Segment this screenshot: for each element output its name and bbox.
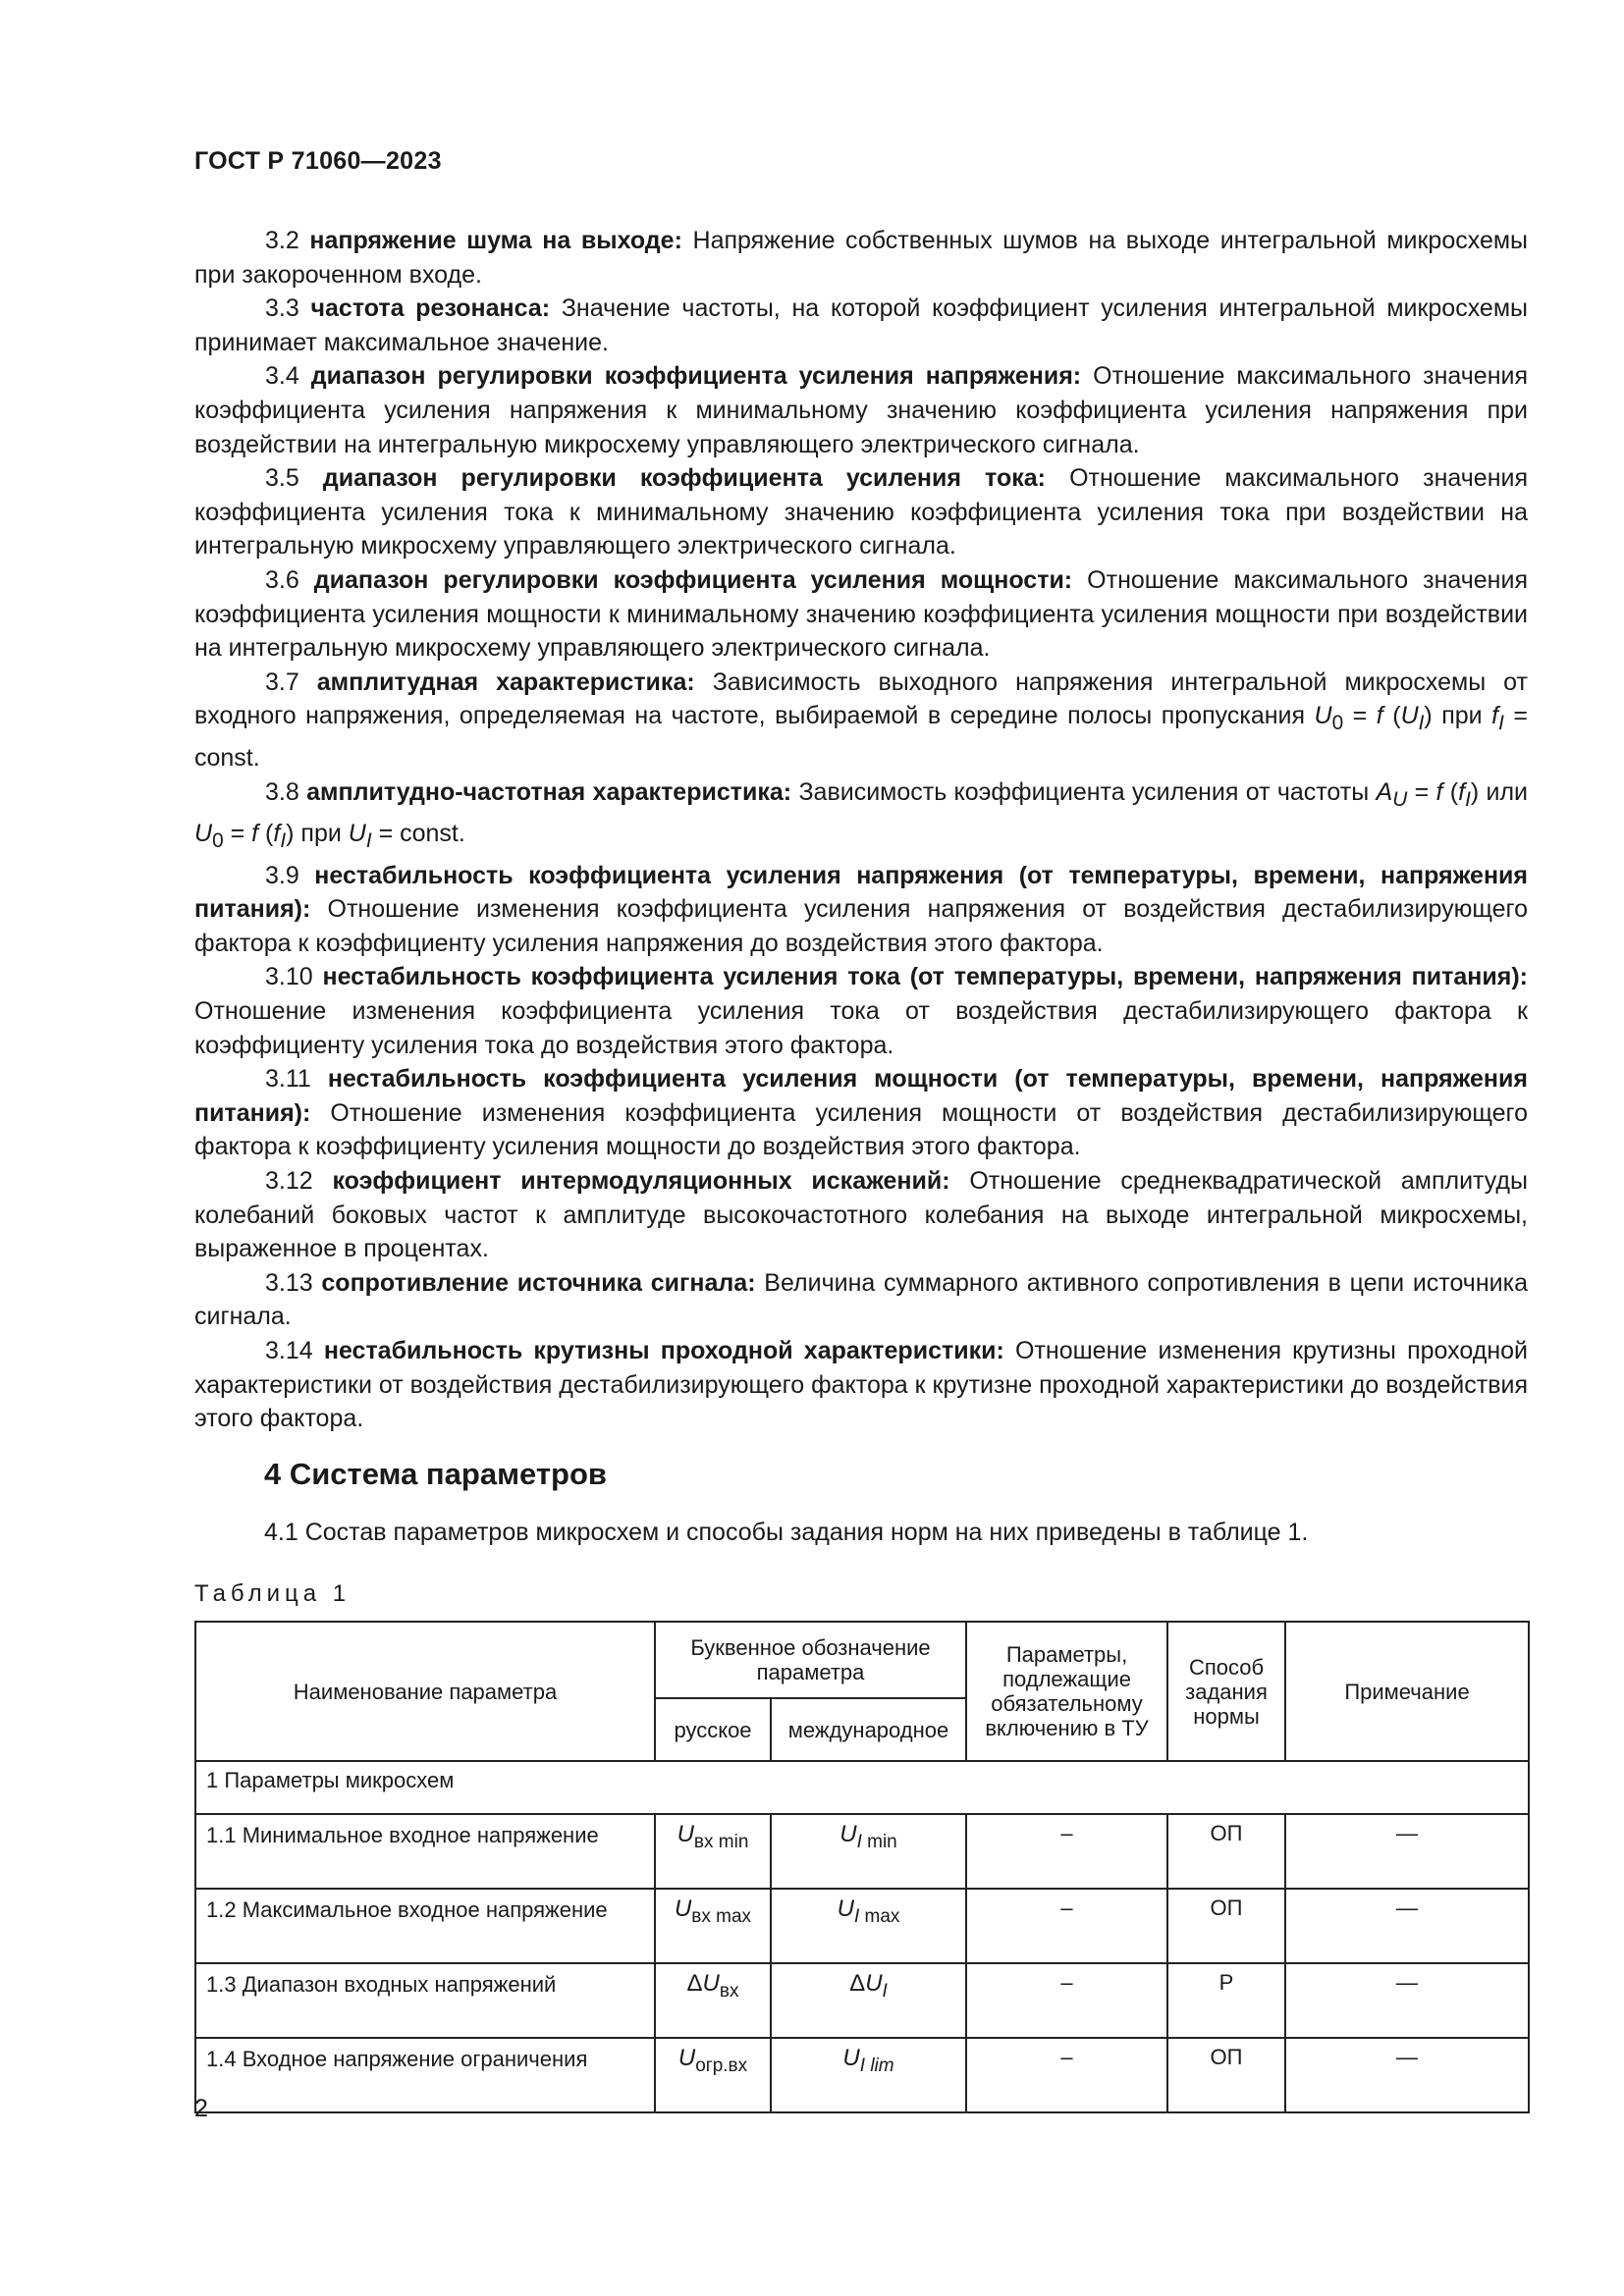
term-number: 3.4 xyxy=(265,362,311,391)
symbol-base: U xyxy=(842,2045,860,2071)
term-number: 3.13 xyxy=(265,1268,322,1297)
term-title: амплитудно-частотная характеристика: xyxy=(306,777,792,806)
section-intro: 4.1 Состав параметров микросхем и способы задания норм на них приведены в таблице 1. xyxy=(264,1519,1309,1546)
page-number: 2 xyxy=(194,2095,208,2122)
term-number: 3.5 xyxy=(265,464,323,493)
header-name: Наименование параметра xyxy=(195,1622,655,1761)
term-definition: Зависимость коэффициента усиления от частоты xyxy=(798,777,1377,806)
norm-method-value: ОП xyxy=(1167,1814,1285,1889)
symbol-base: U xyxy=(702,1970,720,1997)
formula-subscript: I xyxy=(365,829,372,853)
term-paragraph xyxy=(194,563,1528,666)
norm-method-value: ОП xyxy=(1167,1889,1285,1963)
table-row xyxy=(195,1814,1529,1889)
term-title: диапазон регулировки коэффициента усиления тока: xyxy=(322,464,1046,493)
header-norm-method: Способ задания нормы xyxy=(1167,1622,1285,1761)
tu-value: – xyxy=(966,1963,1167,2038)
term-definition: Отношение среднеквадратической амплитуды колебаний боковых частот к амплитуде высокочастотного колебания на выходе интегральной микросхемы, выраженное в процентах. xyxy=(194,1167,1528,1263)
header-international: международное xyxy=(771,1698,966,1761)
term-paragraph xyxy=(194,292,1528,359)
symbol-base: U xyxy=(837,1896,854,1922)
tu-value: – xyxy=(966,1814,1167,1889)
formula-subscript: U xyxy=(1392,787,1408,811)
term-definition: = const. xyxy=(194,702,1529,772)
term-paragraph xyxy=(194,1266,1528,1334)
formula-subscript: 0 xyxy=(1331,712,1344,735)
symbol-base: U xyxy=(865,1970,883,1997)
symbol-base: U xyxy=(839,1821,857,1847)
symbol-subscript: I xyxy=(856,1831,862,1852)
term-definition: = xyxy=(223,820,252,848)
header-russian: русское xyxy=(655,1698,771,1761)
formula-symbol: f xyxy=(1376,702,1383,730)
formula-symbol: f xyxy=(1435,777,1443,806)
term-definition: ) или xyxy=(1470,777,1529,806)
term-definition: Напряжение собственных шумов на выходе интегральной микросхемы при закороченном входе. xyxy=(194,227,1529,289)
term-number: 3.12 xyxy=(265,1167,333,1196)
formula-symbol: U xyxy=(194,820,213,848)
term-definition: Отношение изменения коэффициента усиления тока от воздействия дестабилизирующего фактора к коэффициенту усиления тока до воздействия этого фактора. xyxy=(194,997,1528,1059)
term-title: диапазон регулировки коэффициента усиления напряжения: xyxy=(310,362,1082,391)
symbol-base: U xyxy=(677,1821,694,1847)
term-paragraph xyxy=(194,859,1528,961)
term-definition: ( xyxy=(1442,777,1459,806)
symbol-international xyxy=(771,2038,966,2112)
parameters-table xyxy=(194,1621,1530,2113)
formula-subscript: I xyxy=(1418,712,1425,735)
term-number: 3.14 xyxy=(265,1337,324,1364)
symbol-subscript-tail: max xyxy=(859,1905,900,1927)
term-paragraph xyxy=(194,461,1528,563)
symbol-delta: Δ xyxy=(849,1970,866,1997)
document-header: ГОСТ Р 71060—2023 xyxy=(194,147,442,175)
formula-symbol: f xyxy=(251,820,259,848)
header-tu-params: Параметры, подлежащие обязательному включению в ТУ xyxy=(966,1622,1167,1761)
symbol-subscript: I xyxy=(853,1905,860,1927)
symbol-international xyxy=(771,1963,966,2038)
term-number: 3.10 xyxy=(265,963,323,991)
term-title: частота резонанса: xyxy=(310,294,551,323)
term-paragraph xyxy=(194,775,1528,859)
param-name: 1.2 Максимальное входное напряжение xyxy=(195,1889,655,1963)
symbol-international xyxy=(771,1889,966,1963)
norm-method-value: ОП xyxy=(1167,2038,1285,2112)
term-number: 3.6 xyxy=(265,565,314,594)
tu-value: – xyxy=(966,2038,1167,2112)
param-name: 1.3 Диапазон входных напряжений xyxy=(195,1963,655,2038)
symbol-russian xyxy=(655,1889,771,1963)
table-row xyxy=(195,2038,1529,2112)
formula-symbol: U xyxy=(1314,702,1332,730)
symbol-subscript-tail: min xyxy=(861,1831,897,1852)
term-title: амплитудная характеристика: xyxy=(316,667,695,696)
term-paragraph xyxy=(194,1164,1528,1266)
term-title: нестабильность коэффициента усиления тока (от температуры, времени, напряжения питания): xyxy=(322,963,1528,991)
param-name: 1.1 Минимальное входное напряжение xyxy=(195,1814,655,1889)
term-title: напряжение шума на выходе: xyxy=(309,227,682,254)
header-letter-designation: Буквенное обозначение параметра xyxy=(655,1622,966,1698)
term-definition: ( xyxy=(1382,702,1401,730)
table-row xyxy=(195,1963,1529,2038)
table-row xyxy=(195,1889,1529,1963)
section-title: 4 Система параметров xyxy=(264,1457,607,1491)
term-number: 3.2 xyxy=(265,227,310,254)
term-paragraph xyxy=(194,960,1528,1062)
term-paragraph xyxy=(194,359,1528,461)
symbol-subscript: вх max xyxy=(691,1905,752,1927)
term-title: нестабильность коэффициента усиления мощности (от температуры, времени, напряжения питания): xyxy=(194,1065,1528,1127)
formula-symbol: f xyxy=(1491,702,1499,730)
term-definition: ) при xyxy=(1424,702,1492,730)
term-definition: Значение частоты, на которой коэффициент усиления интегральной микросхемы принимает максимальное значение. xyxy=(194,294,1528,356)
note-value: — xyxy=(1285,1889,1529,1963)
term-title: диапазон регулировки коэффициента усиления мощности: xyxy=(313,565,1073,594)
term-title: сопротивление источника сигнала: xyxy=(321,1268,756,1297)
symbol-subscript: I xyxy=(882,1980,888,2002)
formula-subscript: I xyxy=(1465,787,1471,811)
formula-symbol: U xyxy=(1400,702,1419,730)
note-value: — xyxy=(1285,1963,1529,2038)
term-definition: Отношение изменения коэффициента усиления напряжения от воздействия дестабилизирующего фактора к коэффициенту усиления напряжения до воздействия этого фактора. xyxy=(194,895,1528,957)
symbol-subscript: вх xyxy=(719,1980,739,2002)
term-number: 3.7 xyxy=(265,667,317,696)
norm-method-value: Р xyxy=(1167,1963,1285,2038)
note-value: — xyxy=(1285,1814,1529,1889)
symbol-international xyxy=(771,1814,966,1889)
param-name: 1.4 Входное напряжение ограничения xyxy=(195,2038,655,2112)
term-definition: ( xyxy=(258,820,274,848)
term-title: нестабильность коэффициента усиления напряжения (от температуры, времени, напряжения питания): xyxy=(194,861,1528,924)
formula-subscript: I xyxy=(1498,712,1504,735)
term-definition: Отношение максимального значения коэффициента усиления напряжения к минимальному значению коэффициента усиления напряжения при воздействии на интегральную микросхему управляющего электрического сигнала. xyxy=(194,362,1528,458)
term-definition: = xyxy=(1343,702,1377,730)
term-definition: = const. xyxy=(371,820,465,848)
term-paragraph xyxy=(194,666,1528,775)
symbol-subscript: вх min xyxy=(693,1831,749,1852)
table-caption: Таблица 1 xyxy=(194,1580,352,1607)
symbol-base: U xyxy=(677,2045,696,2071)
term-definition: Отношение максимального значения коэффициента усиления мощности к минимальному значению коэффициента усиления мощности при воздействии на интегральную микросхему управляющего электрического сигнала. xyxy=(194,565,1528,663)
term-paragraph xyxy=(194,224,1528,292)
term-definition: = xyxy=(1407,777,1436,806)
symbol-russian xyxy=(655,2038,771,2112)
symbol-subscript: огр.вх xyxy=(695,2055,748,2076)
symbol-russian xyxy=(655,1814,771,1889)
formula-symbol: U xyxy=(348,820,366,848)
term-definition: Отношение изменения коэффициента усиления мощности от воздействия дестабилизирующего фактора к коэффициенту усиления мощности до воздействия этого фактора. xyxy=(194,1098,1528,1161)
formula-symbol: f xyxy=(1458,777,1466,806)
term-number: 3.8 xyxy=(265,777,307,806)
formula-symbol: A xyxy=(1376,777,1393,806)
terms-list xyxy=(194,224,1528,1436)
term-definition: ) при xyxy=(286,820,349,848)
symbol-delta: Δ xyxy=(686,1970,703,1997)
symbol-subscript: I lim xyxy=(859,2055,894,2076)
tu-value: – xyxy=(966,1889,1167,1963)
term-definition: Отношение изменения крутизны проходной характеристики от воздействия дестабилизирующего фактора к крутизне проходной характеристики до воздействия этого фактора. xyxy=(194,1337,1528,1433)
term-definition: Величина суммарного активного сопротивления в цепи источника сигнала. xyxy=(194,1268,1528,1331)
term-title: нестабильность крутизны проходной характеристики: xyxy=(323,1337,1004,1364)
term-number: 3.11 xyxy=(265,1065,328,1094)
note-value: — xyxy=(1285,2038,1529,2112)
formula-symbol: f xyxy=(273,820,281,848)
term-paragraph xyxy=(194,1334,1528,1436)
formula-subscript: I xyxy=(280,829,287,853)
term-definition: Отношение максимального значения коэффициента усиления тока к минимальному значению коэффициента усиления тока при воздействии на интегральную микросхему управляющего электрического сигнала. xyxy=(194,464,1529,561)
term-definition: Зависимость выходного напряжения интегральной микросхемы от входного напряжения, определяемая на частоте, выбираемой в середине полосы пропускания xyxy=(194,667,1528,730)
header-note: Примечание xyxy=(1285,1622,1529,1761)
term-number: 3.3 xyxy=(265,294,311,323)
table-section-row: 1 Параметры микросхем xyxy=(195,1761,1529,1814)
symbol-russian xyxy=(655,1963,771,2038)
term-paragraph xyxy=(194,1062,1528,1164)
symbol-base: U xyxy=(674,1896,692,1922)
term-number: 3.9 xyxy=(265,861,315,889)
formula-subscript: 0 xyxy=(212,829,224,853)
term-title: коэффициент интермодуляционных искажений: xyxy=(332,1167,950,1196)
